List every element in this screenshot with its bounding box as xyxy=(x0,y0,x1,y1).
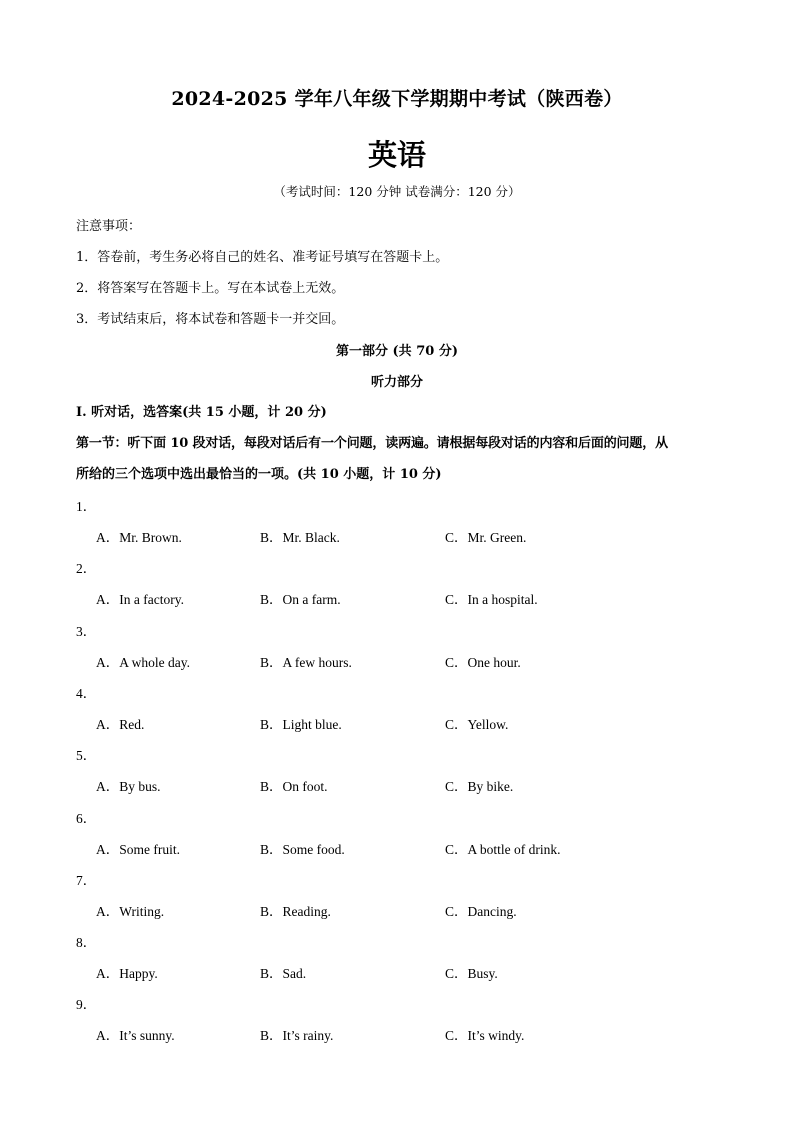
question-number: 1． xyxy=(76,499,97,514)
question-number: 4． xyxy=(76,685,97,701)
option-a: A．Happy. xyxy=(96,966,158,982)
notes-title: 注意事项： xyxy=(76,219,142,234)
option-a: A．A whole day. xyxy=(96,654,190,670)
option-c: C．Mr. Green. xyxy=(445,530,527,545)
option-c: C．Dancing. xyxy=(445,903,517,919)
exam-title: 2024-2025 学年八年级下学期期中考试（陕西卷） xyxy=(171,88,623,110)
option-b: B．Light blue. xyxy=(260,716,342,732)
option-a: A．It’s sunny. xyxy=(96,1028,175,1044)
option-c: C．Yellow. xyxy=(445,716,509,732)
option-c: C．It’s windy. xyxy=(445,1028,525,1044)
option-b: B．Mr. Black. xyxy=(260,530,340,545)
note-item: 1．答卷前，考生务必将自己的姓名、准考证号填写在答题卡上。 xyxy=(76,250,449,265)
option-a: A．Writing. xyxy=(96,903,165,919)
exam-info: （考试时间：120 分钟 试卷满分：120 分） xyxy=(273,184,521,199)
question-number: 8． xyxy=(76,935,97,951)
option-b: B．On a farm. xyxy=(260,592,341,608)
option-c: C．Busy. xyxy=(445,966,498,982)
option-b: B．Some food. xyxy=(260,841,345,857)
question-number: 9． xyxy=(76,997,97,1013)
question-number: 5． xyxy=(76,748,97,764)
section-one-title: I. 听对话，选答案(共 15 小题，计 20 分) xyxy=(76,405,327,420)
option-c: C．By bike. xyxy=(445,779,514,795)
note-item: 3．考试结束后，将本试卷和答题卡一并交回。 xyxy=(76,312,345,327)
question-number: 6． xyxy=(76,810,97,826)
option-a: A．Mr. Brown. xyxy=(96,530,182,545)
section-instruction: 所给的三个选项中选出最恰当的一项。(共 10 小题，计 10 分) xyxy=(76,467,442,482)
option-b: B．On foot. xyxy=(260,779,328,795)
option-b: B．It’s rainy. xyxy=(260,1028,334,1044)
option-a: A．By bus. xyxy=(96,779,161,795)
section-instruction: 第一节：听下面 10 段对话，每段对话后有一个问题，读两遍。请根据每段对话的内容和后面的问题，从 xyxy=(76,436,668,451)
option-c: C．In a hospital. xyxy=(445,592,538,608)
option-a: A．Some fruit. xyxy=(96,841,180,857)
question-number: 3． xyxy=(76,623,97,639)
part-one-title: 第一部分 (共 70 分) xyxy=(336,344,458,359)
option-c: C．A bottle of drink. xyxy=(445,841,561,857)
question-number: 7． xyxy=(76,872,97,888)
option-b: B．Reading. xyxy=(260,903,331,919)
option-b: B．Sad. xyxy=(260,966,307,982)
listening-section-title: 听力部分 xyxy=(370,375,423,390)
option-a: A．Red. xyxy=(96,716,145,732)
option-c: C．One hour. xyxy=(445,654,521,670)
subject-title: 英语 xyxy=(367,138,426,172)
option-a: A．In a factory. xyxy=(96,592,184,608)
question-number: 2． xyxy=(76,561,97,577)
note-item: 2．将答案写在答题卡上。写在本试卷上无效。 xyxy=(76,281,345,296)
option-b: B．A few hours. xyxy=(260,654,352,670)
